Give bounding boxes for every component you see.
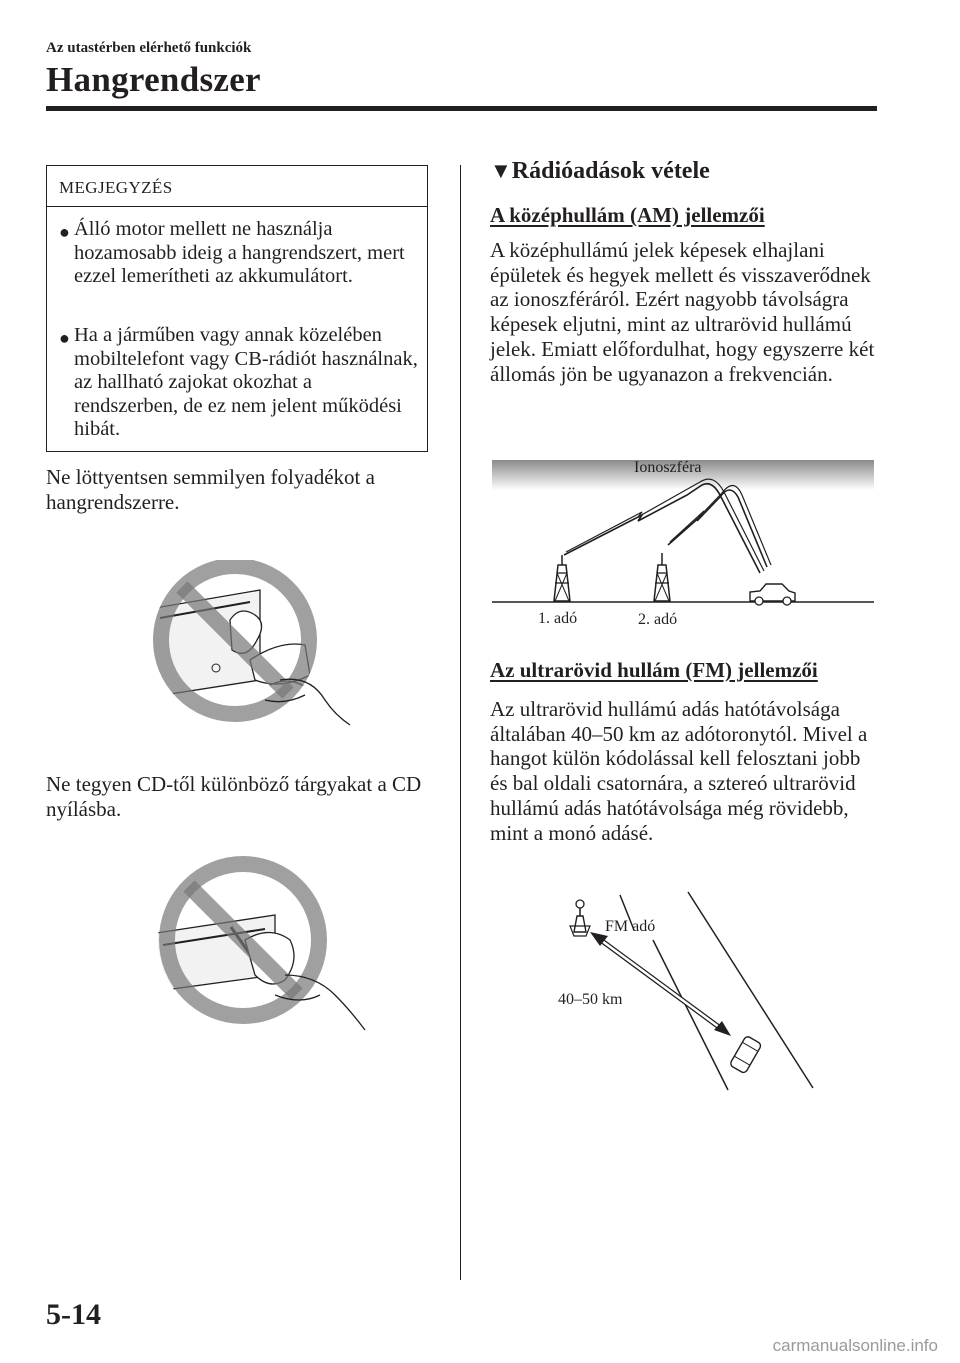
bullet-icon: ● [59, 222, 70, 242]
column-divider [460, 165, 461, 1280]
am-ionosphere-diagram [492, 455, 874, 635]
watermark: carmanualsonline.info [772, 1336, 938, 1355]
section-label: Az utastérben elérhető funkciók [46, 40, 252, 56]
triangle-down-icon: ▼ [490, 158, 512, 183]
title-rule [46, 106, 877, 111]
transmitter-2-label: 2. adó [638, 611, 678, 628]
section-title [490, 158, 710, 185]
fm-transmitter-label: FM adó [605, 918, 656, 935]
no-objects-cd-illustration [135, 855, 375, 1035]
note-item-1: Álló motor mellett ne használja hozamosabb ideig a hangrendszert, mert ezzel lemerítheti az akkumulátort. [74, 218, 405, 288]
note-item-2: Ha a járműben vagy annak közelében mobiltelefont vagy CB-rádiót használnak, az hallható zajokat okozhat a rendszerben, de ez nem jelent működési hibát. [74, 324, 418, 441]
fm-description: Az ultrarövid hullámú adás hatótávolsága általában 40–50 km az adótoronytól. Mivel a hangot külön kódolással kell felosztani jobb és bal oldali csatornára, a sztereó ultrarövid hullámú adás hatótávolsága még rövidebb, mint a monó adásé. [490, 697, 868, 845]
liquid-warning-text: Ne löttyentsen semmilyen folyadékot a hangrendszerre. [46, 465, 375, 514]
fm-distance-label: 40–50 km [558, 991, 623, 1008]
fm-tower-icon [570, 900, 590, 936]
ionosphere-label: Ionoszféra [634, 459, 702, 476]
am-description: A középhullámú jelek képesek elhajlani épületek és hegyek mellett és visszaverődnek az ionoszféráról. Ezért nagyobb távolságra képesek eljutni, mint az ultrarövid hullámú jelek. Emiatt előfordulhat, hogy egyszerre két állomás jön be ugyanazon a frekvencián. [490, 238, 875, 386]
cd-warning-text: Ne tegyen CD-től különböző tárgyakat a CD nyílásba. [46, 772, 422, 821]
note-title: MEGJEGYZÉS [59, 178, 173, 197]
page-number: 5-14 [46, 1298, 101, 1331]
car-icon [729, 1035, 762, 1073]
fm-heading: Az ultrarövid hullám (FM) jellemzői [490, 658, 818, 682]
no-liquid-illustration [120, 560, 360, 730]
transmitter-1-label: 1. adó [538, 610, 578, 627]
am-heading: A középhullám (AM) jellemzői [490, 203, 765, 227]
note-header [47, 166, 427, 207]
bullet-icon: ● [59, 328, 70, 348]
fm-range-diagram [548, 890, 823, 1095]
road-edge-left [653, 940, 728, 1090]
transmitter-tower-2-icon [654, 553, 670, 601]
note-box [46, 165, 428, 452]
section-title-text: Rádióadások vétele [511, 158, 710, 184]
transmitter-tower-1-icon [554, 555, 570, 601]
chapter-title: Hangrendszer [46, 60, 261, 99]
